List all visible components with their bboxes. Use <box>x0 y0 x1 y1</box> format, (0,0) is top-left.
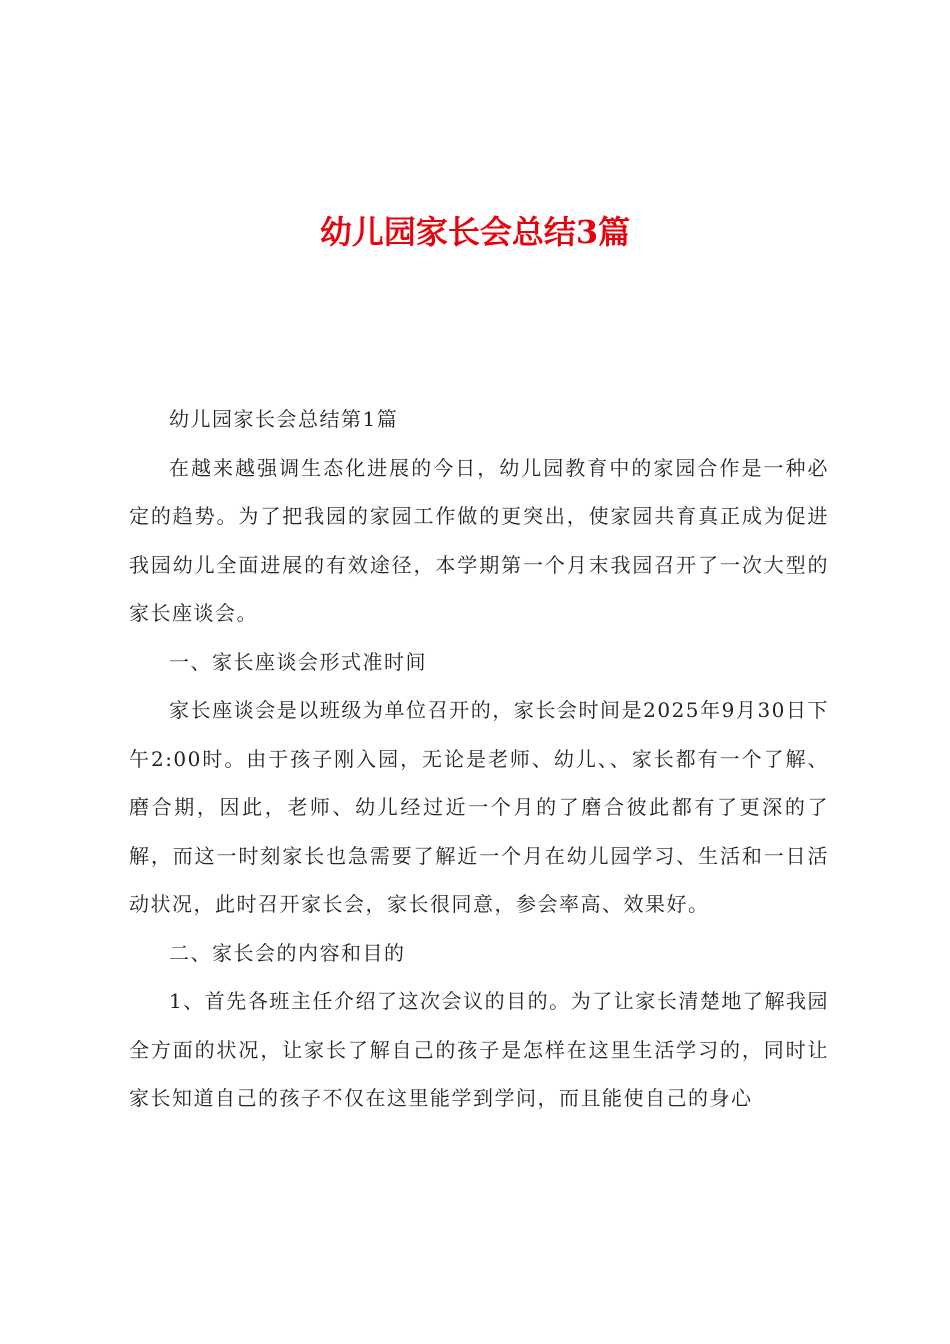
section-heading-format-time: 一、家长座谈会形式准时间 <box>169 649 427 674</box>
content-purpose-paragraph: 1、首先各班主任介绍了这次会议的目的。为了让家长清楚地了解我园全方面的状况，让家长了解自己的孩子是怎样在这里生活学习的，同时让家长知道自己的孩子不仅在这里能学到学问，而且能使自己的身心 <box>129 989 829 1110</box>
section-heading-part-1: 幼儿园家长会总结第1篇 <box>169 407 399 431</box>
section-heading-content-purpose: 二、家长会的内容和目的 <box>169 940 406 965</box>
format-time-paragraph: 家长座谈会是以班级为单位召开的，家长会时间是2025年9月30日下午2:00时。由于孩子刚入园，无论是老师、幼儿、、家长都有一个了解、磨合期，因此，老师、幼儿经过近一个月的了磨合彼此都有了更深的了解，而这一时刻家长也急需要了解近一个月在幼儿园学习、生活和一日活动状况，此时召开家长会，家长很同意，参会率高、效果好。 <box>129 698 829 916</box>
document-title: 幼儿园家长会总结3篇 <box>319 213 631 251</box>
intro-paragraph: 在越来越强调生态化进展的今日，幼儿园教育中的家园合作是一种必定的趋势。为了把我园的家园工作做的更突出，使家园共育真正成为促进我园幼儿全面进展的有效途径，本学期第一个月末我园召开了一次大型的家长座谈会。 <box>129 455 829 625</box>
document-body <box>129 395 829 1123</box>
